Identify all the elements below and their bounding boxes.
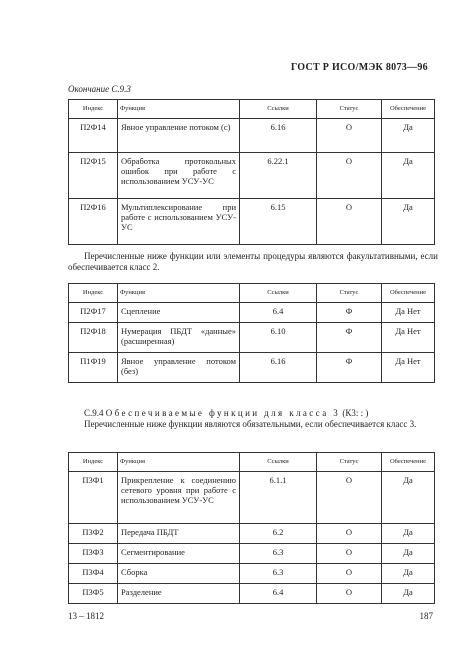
column-header-status: Статус (317, 453, 382, 472)
paragraph-1-text: Перечисленные ниже функции или элементы процедуры являются факультативными, если обеспечивается класс 2. (68, 251, 438, 272)
cell-function: Обработка протокольных ошибок при работе с использованием УСУ-УС (118, 153, 240, 199)
paragraph-1 (68, 251, 438, 273)
section-heading (68, 408, 438, 419)
cell-support: Да (382, 544, 435, 564)
cell-status: О (317, 584, 382, 604)
column-header-index: Индекс (69, 100, 118, 119)
table-row (69, 119, 435, 153)
cell-support: Да (382, 472, 435, 524)
cell-ref: 6.22.1 (240, 153, 317, 199)
cell-index: П3Ф1 (69, 472, 118, 524)
cell-status: Ф (317, 353, 382, 383)
cell-index: П3Ф3 (69, 544, 118, 564)
cell-ref: 6.4 (240, 303, 317, 323)
cell-status: О (317, 199, 382, 245)
column-header-support: Обеспечение (382, 284, 435, 303)
cell-ref: 6.1.1 (240, 472, 317, 524)
cell-index: П3Ф4 (69, 564, 118, 584)
table-header-row (69, 284, 435, 303)
cell-function: Прикрепление к соединению сетевого уровня при работе с использованием УСУ-УС (118, 472, 240, 524)
table-row (69, 544, 435, 564)
cell-support: Да (382, 153, 435, 199)
cell-function: Мультиплексирование при работе с использованием УСУ-УС (118, 199, 240, 245)
cell-support: Да Нет (382, 323, 435, 353)
table-header-row (69, 100, 435, 119)
cell-status: О (317, 119, 382, 153)
table-row (69, 524, 435, 544)
table-row (69, 564, 435, 584)
section-title: Обеспечиваемые функции для класса 3 (105, 408, 341, 418)
table-row (69, 199, 435, 245)
column-header-function: Функция (118, 453, 240, 472)
cell-index: П1Ф19 (69, 353, 118, 383)
column-header-status: Статус (317, 284, 382, 303)
cell-support: Да (382, 199, 435, 245)
cell-ref: 6.16 (240, 119, 317, 153)
cell-index: П2Ф17 (69, 303, 118, 323)
table-row (69, 472, 435, 524)
paragraph-2-text: Перечисленные ниже функции являются обязательными, если обеспечивается класс 3. (84, 419, 417, 429)
column-header-status: Статус (317, 100, 382, 119)
cell-function: Явное управление потоком (без) (118, 353, 240, 383)
paragraph-2 (68, 419, 438, 430)
table-row (69, 584, 435, 604)
table-2 (68, 283, 435, 383)
column-header-support: Обеспечение (382, 100, 435, 119)
cell-support: Да Нет (382, 353, 435, 383)
cell-function: Передача ПБДТ (118, 524, 240, 544)
table-row (69, 353, 435, 383)
table-1 (68, 99, 435, 245)
column-header-index: Индекс (69, 453, 118, 472)
column-header-refs: Ссылки (240, 100, 317, 119)
cell-support: Да (382, 564, 435, 584)
cell-ref: 6.16 (240, 353, 317, 383)
cell-status: Ф (317, 323, 382, 353)
cell-index: П3Ф2 (69, 524, 118, 544)
cell-function: Нумерация ПБДТ «данные» (расширенная) (118, 323, 240, 353)
cell-function: Сегментирование (118, 544, 240, 564)
cell-ref: 6.2 (240, 524, 317, 544)
standard-header: ГОСТ Р ИСО/МЭК 8073—96 (290, 62, 428, 73)
cell-ref: 6.15 (240, 199, 317, 245)
table-3 (68, 452, 435, 604)
section-code: (К3: : ) (342, 408, 369, 418)
column-header-support: Обеспечение (382, 453, 435, 472)
cell-status: О (317, 153, 382, 199)
table-row (69, 323, 435, 353)
cell-index: П2Ф16 (69, 199, 118, 245)
table-header-row (69, 453, 435, 472)
cell-ref: 6.10 (240, 323, 317, 353)
cell-status: О (317, 544, 382, 564)
cell-support: Да (382, 524, 435, 544)
cell-status: О (317, 524, 382, 544)
cell-support: Да (382, 119, 435, 153)
cell-function: Сцепление (118, 303, 240, 323)
cell-function: Сборка (118, 564, 240, 584)
cell-status: О (317, 472, 382, 524)
cell-support: Да (382, 584, 435, 604)
column-header-function: Функция (118, 284, 240, 303)
page-number: 187 (419, 611, 433, 621)
cell-status: Ф (317, 303, 382, 323)
cell-index: П2Ф14 (69, 119, 118, 153)
footer-code: 13 – 1812 (68, 611, 104, 621)
cell-status: О (317, 564, 382, 584)
cell-index: П2Ф15 (69, 153, 118, 199)
table-row (69, 153, 435, 199)
cell-function: Разделение (118, 584, 240, 604)
column-header-refs: Ссылки (240, 284, 317, 303)
cell-ref: 6.4 (240, 584, 317, 604)
cell-index: П2Ф18 (69, 323, 118, 353)
column-header-function: Функция (118, 100, 240, 119)
table-row (69, 303, 435, 323)
cell-ref: 6.3 (240, 544, 317, 564)
table-caption: Окончание С.9.3 (68, 84, 131, 94)
cell-index: П3Ф5 (69, 584, 118, 604)
column-header-refs: Ссылки (240, 453, 317, 472)
cell-ref: 6.3 (240, 564, 317, 584)
section-number: С.9.4 (84, 408, 104, 418)
cell-function: Явное управление потоком (с) (118, 119, 240, 153)
column-header-index: Индекс (69, 284, 118, 303)
cell-support: Да Нет (382, 303, 435, 323)
